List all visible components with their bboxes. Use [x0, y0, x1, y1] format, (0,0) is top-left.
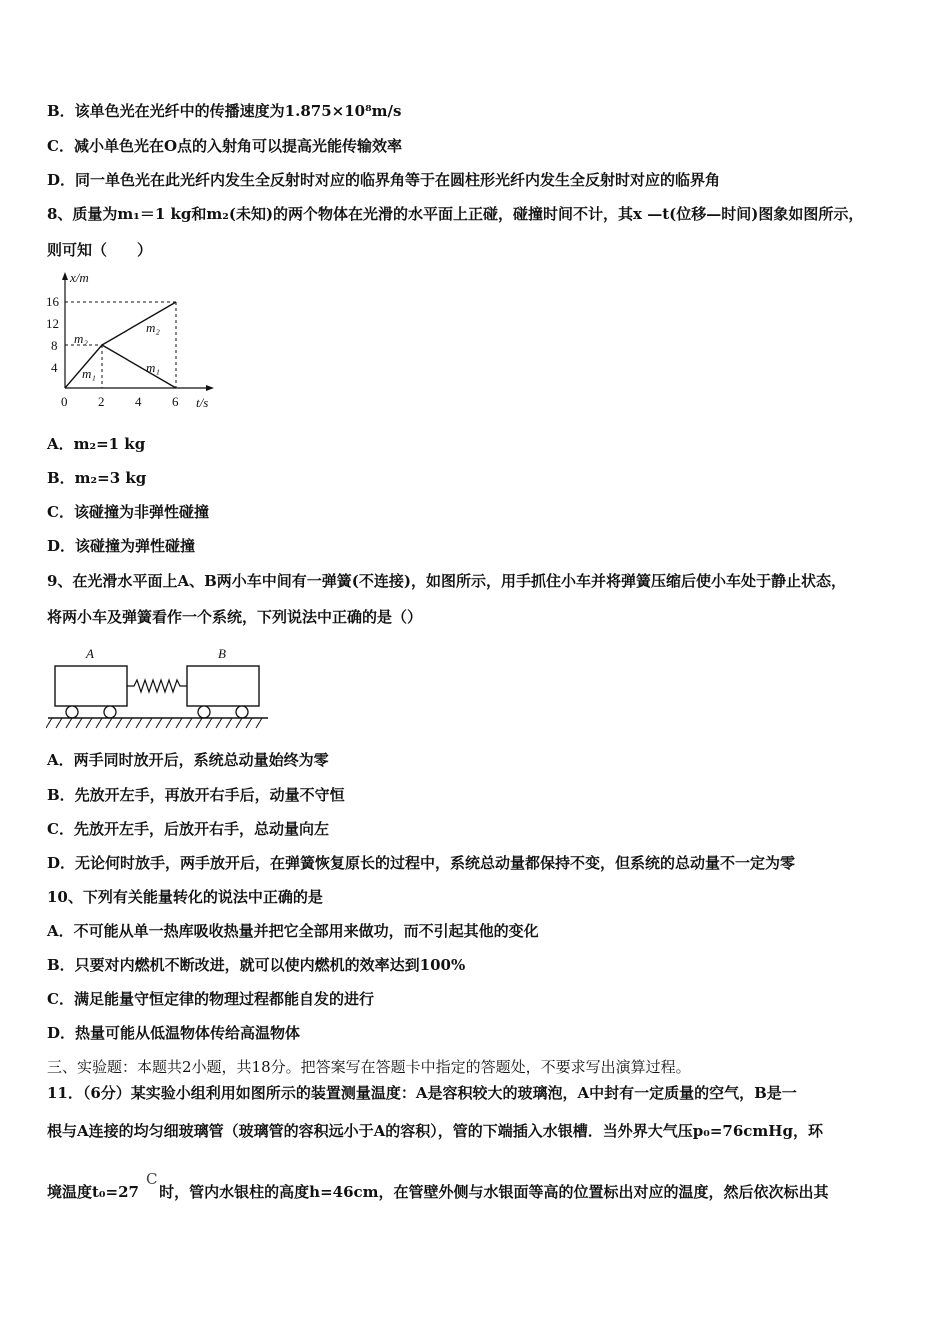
- option-9a: A．两手同时放开后，系统总动量始终为零: [47, 751, 329, 769]
- option-8c: C．该碰撞为非弹性碰撞: [47, 503, 209, 521]
- question-11-stem: 11．（6分）某实验小组利用如图所示的装置测量温度：A是容积较大的玻璃泡，A中封有一定质量的空气，B是一: [47, 1084, 797, 1102]
- y-axis-label: x/m: [70, 270, 89, 285]
- y-tick-8: 8: [51, 338, 58, 353]
- cart-b-wheel-left: [198, 706, 210, 718]
- option-7d: D．同一单色光在此光纤内发生全反射时对应的临界角等于在圆柱形光纤内发生全反射时对应的临界角: [47, 171, 721, 189]
- ground-hatch: [46, 718, 262, 728]
- spring: [127, 680, 187, 692]
- cart-a-wheel-right: [104, 706, 116, 718]
- question-8-stem-cont: 则可知（ ）: [47, 241, 153, 259]
- label-m1-before: m₁: [82, 366, 96, 381]
- question-10-stem: 10、下列有关能量转化的说法中正确的是: [47, 888, 323, 906]
- cart-b-wheel-right: [236, 706, 248, 718]
- y-tick-12: 12: [46, 316, 59, 331]
- option-8a: A．m₂=1 kg: [47, 435, 146, 453]
- label-m2-before: m₂: [74, 331, 88, 346]
- m2-after-line: [102, 302, 176, 345]
- y-tick-16: 16: [46, 294, 59, 309]
- carts-diagram: [46, 640, 276, 732]
- option-9d: D．无论何时放手，两手放开后，在弹簧恢复原长的过程中，系统总动量都保持不变，但系统的总动量不一定为零: [47, 854, 796, 872]
- label-m1-after: m₁: [146, 360, 160, 375]
- cart-a-wheel-left: [66, 706, 78, 718]
- question-9-stem-cont: 将两小车及弹簧看作一个系统，下列说法中正确的是（）: [47, 608, 423, 626]
- xt-graph: [40, 268, 220, 413]
- option-7c: C．减小单色光在O点的入射角可以提高光能传输效率: [47, 137, 403, 155]
- question-11-stem-cont2: 境温度t₀=27 时，管内水银柱的高度h=46cm，在管壁外侧与水银面等高的位置标出对应的温度，然后依次标出其: [47, 1183, 829, 1201]
- option-10d: D．热量可能从低温物体传给高温物体: [47, 1024, 301, 1042]
- option-7b: B．该单色光在光纤中的传播速度为1.875×10⁸m/s: [47, 102, 402, 120]
- option-8b: B．m₂=3 kg: [47, 469, 147, 487]
- cart-b-label: B: [218, 646, 226, 661]
- question-8-stem: 8、质量为m₁＝1 kg和m₂(未知)的两个物体在光滑的水平面上正碰，碰撞时间不计，其x —t(位移—时间)图象如图所示，: [47, 205, 864, 223]
- xt-graph-figure: [40, 268, 220, 413]
- carts-figure: [46, 640, 276, 732]
- y-tick-4: 4: [51, 360, 58, 375]
- option-10c: C．满足能量守恒定律的物理过程都能自发的进行: [47, 990, 374, 1008]
- x-tick-6: 6: [172, 394, 179, 409]
- y-axis-arrow: [62, 272, 68, 280]
- x-tick-0: 0: [61, 394, 68, 409]
- option-10b: B．只要对内燃机不断改进，就可以使内燃机的效率达到100%: [47, 956, 466, 974]
- cart-a-body: [55, 666, 127, 706]
- x-tick-2: 2: [98, 394, 105, 409]
- cart-a-label: A: [86, 646, 94, 661]
- m1-after-line: [102, 345, 176, 388]
- cart-b-body: [187, 666, 259, 706]
- degree-celsius-symbol: C: [146, 1170, 158, 1188]
- option-9b: B．先放开左手，再放开右手后，动量不守恒: [47, 786, 345, 804]
- option-9c: C．先放开左手，后放开右手，总动量向左: [47, 820, 329, 838]
- question-9-stem: 9、在光滑水平面上A、B两小车中间有一弹簧(不连接)，如图所示，用手抓住小车并将弹簧压缩后使小车处于静止状态，: [47, 572, 846, 590]
- section-3-heading: 三、实验题：本题共2小题，共18分。把答案写在答题卡中指定的答题处，不要求写出演算过程。: [47, 1058, 691, 1076]
- x-tick-4: 4: [135, 394, 142, 409]
- x-axis-arrow: [206, 385, 214, 391]
- option-8d: D．该碰撞为弹性碰撞: [47, 537, 196, 555]
- option-10a: A．不可能从单一热库吸收热量并把它全部用来做功，而不引起其他的变化: [47, 922, 539, 940]
- question-11-stem-cont: 根与A连接的均匀细玻璃管（玻璃管的容积远小于A的容积），管的下端插入水银槽．当外界大气压p₀=76cmHg，环: [47, 1122, 823, 1140]
- label-m2-after: m₂: [146, 320, 160, 335]
- x-axis-label: t/s: [196, 395, 209, 410]
